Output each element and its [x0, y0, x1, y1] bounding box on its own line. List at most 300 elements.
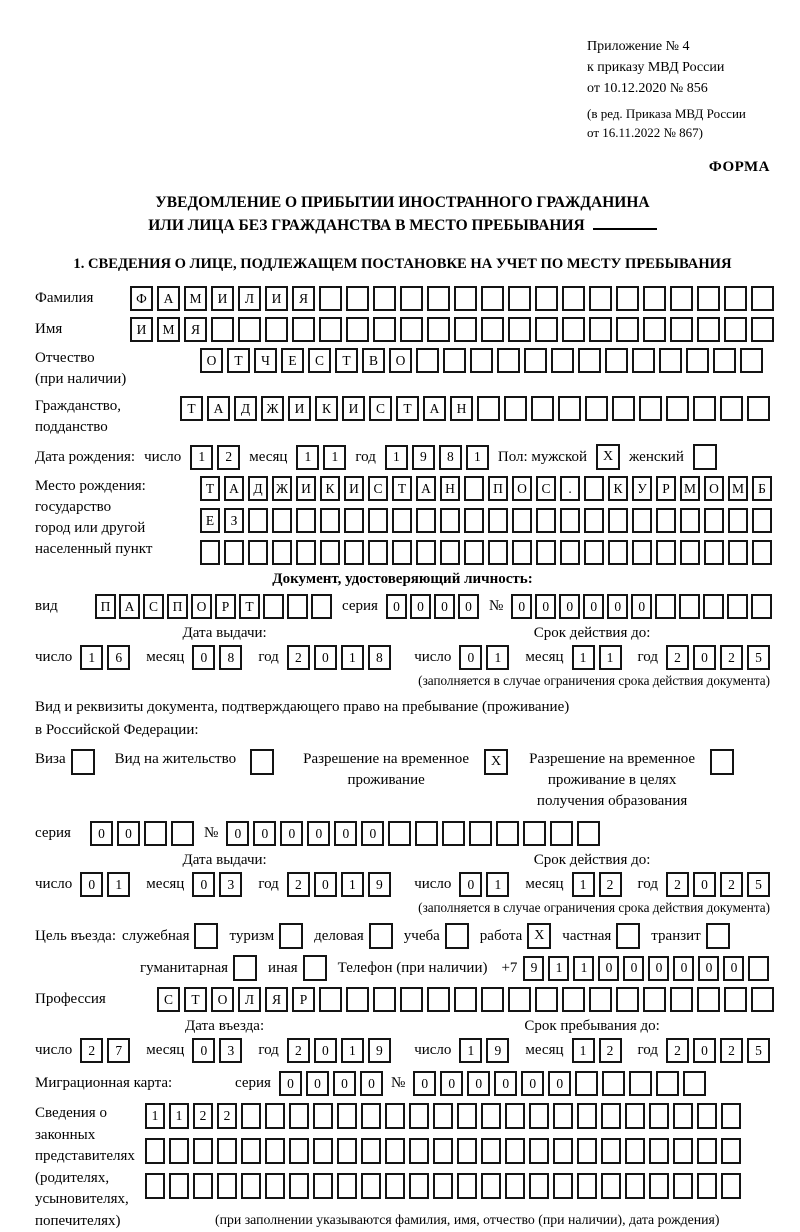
form-cell[interactable]: Л: [238, 987, 261, 1012]
form-cell[interactable]: [454, 317, 477, 342]
form-cell[interactable]: [454, 286, 477, 311]
form-cell[interactable]: 2: [720, 645, 743, 670]
form-cell[interactable]: 0: [494, 1071, 517, 1096]
purpose-work-checkbox[interactable]: X: [527, 923, 551, 949]
form-cell[interactable]: [724, 987, 747, 1012]
form-cell[interactable]: 1: [80, 645, 103, 670]
form-cell[interactable]: [655, 594, 676, 619]
form-cell[interactable]: [575, 1071, 598, 1096]
form-cell[interactable]: [670, 987, 693, 1012]
form-cell[interactable]: [344, 508, 364, 533]
form-cell[interactable]: [504, 396, 527, 421]
form-cell[interactable]: [625, 1173, 645, 1199]
form-cell[interactable]: 0: [361, 821, 384, 846]
form-cell[interactable]: А: [423, 396, 446, 421]
purpose-business-checkbox[interactable]: [369, 923, 393, 949]
form-cell[interactable]: [656, 508, 676, 533]
form-cell[interactable]: 0: [279, 1071, 302, 1096]
form-cell[interactable]: 0: [698, 956, 719, 981]
form-cell[interactable]: [388, 821, 411, 846]
form-cell[interactable]: [589, 286, 612, 311]
form-cell[interactable]: [272, 540, 292, 565]
form-cell[interactable]: [643, 317, 666, 342]
form-cell[interactable]: С: [369, 396, 392, 421]
form-cell[interactable]: 1: [486, 645, 509, 670]
form-cell[interactable]: [616, 286, 639, 311]
form-cell[interactable]: [697, 1138, 717, 1164]
form-cell[interactable]: [524, 348, 547, 373]
form-cell[interactable]: [373, 286, 396, 311]
form-cell[interactable]: [171, 821, 194, 846]
purpose-tourism-checkbox[interactable]: [279, 923, 303, 949]
form-cell[interactable]: [427, 317, 450, 342]
form-cell[interactable]: 9: [523, 956, 544, 981]
form-cell[interactable]: 1: [296, 445, 319, 470]
form-cell[interactable]: [643, 987, 666, 1012]
form-cell[interactable]: [697, 1103, 717, 1129]
form-cell[interactable]: [673, 1103, 693, 1129]
form-cell[interactable]: [505, 1103, 525, 1129]
form-cell[interactable]: [427, 286, 450, 311]
form-cell[interactable]: Р: [215, 594, 236, 619]
form-cell[interactable]: [505, 1173, 525, 1199]
form-cell[interactable]: [656, 540, 676, 565]
form-cell[interactable]: [289, 1138, 309, 1164]
form-cell[interactable]: [272, 508, 292, 533]
form-cell[interactable]: [649, 1138, 669, 1164]
form-cell[interactable]: И: [296, 476, 316, 501]
form-cell[interactable]: 0: [693, 872, 716, 897]
form-cell[interactable]: [488, 508, 508, 533]
form-cell[interactable]: [296, 508, 316, 533]
form-cell[interactable]: [680, 508, 700, 533]
form-cell[interactable]: Т: [335, 348, 358, 373]
form-cell[interactable]: Т: [239, 594, 260, 619]
form-cell[interactable]: [601, 1173, 621, 1199]
form-cell[interactable]: 0: [192, 645, 215, 670]
form-cell[interactable]: Ч: [254, 348, 277, 373]
form-cell[interactable]: [577, 1173, 597, 1199]
form-cell[interactable]: [601, 1138, 621, 1164]
form-cell[interactable]: [224, 540, 244, 565]
form-cell[interactable]: [562, 987, 585, 1012]
form-cell[interactable]: С: [368, 476, 388, 501]
form-cell[interactable]: [443, 348, 466, 373]
form-cell[interactable]: [558, 396, 581, 421]
form-cell[interactable]: [724, 286, 747, 311]
form-cell[interactable]: 8: [368, 645, 391, 670]
form-cell[interactable]: [666, 396, 689, 421]
form-cell[interactable]: [200, 540, 220, 565]
form-cell[interactable]: К: [315, 396, 338, 421]
form-cell[interactable]: [578, 348, 601, 373]
form-cell[interactable]: 7: [107, 1038, 130, 1063]
form-cell[interactable]: [553, 1138, 573, 1164]
form-cell[interactable]: [562, 286, 585, 311]
form-cell[interactable]: [751, 317, 774, 342]
form-cell[interactable]: 0: [723, 956, 744, 981]
form-cell[interactable]: [704, 540, 724, 565]
form-cell[interactable]: [320, 540, 340, 565]
form-cell[interactable]: [720, 396, 743, 421]
form-cell[interactable]: 0: [521, 1071, 544, 1096]
form-cell[interactable]: 1: [385, 445, 408, 470]
form-cell[interactable]: [464, 508, 484, 533]
form-cell[interactable]: 1: [323, 445, 346, 470]
residence-permit-checkbox[interactable]: [250, 749, 274, 775]
form-cell[interactable]: [296, 540, 316, 565]
form-cell[interactable]: [248, 540, 268, 565]
form-cell[interactable]: И: [288, 396, 311, 421]
form-cell[interactable]: 0: [314, 645, 337, 670]
form-cell[interactable]: 2: [217, 1103, 237, 1129]
form-cell[interactable]: 1: [341, 645, 364, 670]
form-cell[interactable]: 6: [107, 645, 130, 670]
form-cell[interactable]: 1: [169, 1103, 189, 1129]
form-cell[interactable]: 0: [458, 594, 479, 619]
form-cell[interactable]: [368, 508, 388, 533]
form-cell[interactable]: [385, 1138, 405, 1164]
form-cell[interactable]: 0: [90, 821, 113, 846]
form-cell[interactable]: 2: [666, 645, 689, 670]
form-cell[interactable]: 0: [648, 956, 669, 981]
form-cell[interactable]: [536, 508, 556, 533]
form-cell[interactable]: 8: [219, 645, 242, 670]
form-cell[interactable]: [632, 508, 652, 533]
form-cell[interactable]: [553, 1173, 573, 1199]
form-cell[interactable]: [373, 317, 396, 342]
form-cell[interactable]: 0: [631, 594, 652, 619]
form-cell[interactable]: [512, 540, 532, 565]
form-cell[interactable]: [727, 594, 748, 619]
form-cell[interactable]: 0: [434, 594, 455, 619]
form-cell[interactable]: [313, 1138, 333, 1164]
sex-male-checkbox[interactable]: X: [596, 444, 620, 470]
form-cell[interactable]: [508, 317, 531, 342]
form-cell[interactable]: 0: [623, 956, 644, 981]
form-cell[interactable]: [313, 1173, 333, 1199]
purpose-private-checkbox[interactable]: [616, 923, 640, 949]
form-cell[interactable]: 0: [253, 821, 276, 846]
form-cell[interactable]: С: [157, 987, 180, 1012]
form-cell[interactable]: [683, 1071, 706, 1096]
form-cell[interactable]: [550, 821, 573, 846]
form-cell[interactable]: 0: [226, 821, 249, 846]
form-cell[interactable]: 1: [466, 445, 489, 470]
form-cell[interactable]: М: [157, 317, 180, 342]
form-cell[interactable]: [721, 1103, 741, 1129]
form-cell[interactable]: О: [200, 348, 223, 373]
form-cell[interactable]: В: [362, 348, 385, 373]
form-cell[interactable]: [625, 1138, 645, 1164]
form-cell[interactable]: Я: [184, 317, 207, 342]
form-cell[interactable]: З: [224, 508, 244, 533]
form-cell[interactable]: Е: [200, 508, 220, 533]
form-cell[interactable]: 1: [572, 645, 595, 670]
form-cell[interactable]: [361, 1103, 381, 1129]
form-cell[interactable]: [346, 317, 369, 342]
form-cell[interactable]: [265, 1138, 285, 1164]
form-cell[interactable]: [416, 348, 439, 373]
form-cell[interactable]: Я: [292, 286, 315, 311]
form-cell[interactable]: [529, 1173, 549, 1199]
form-cell[interactable]: [470, 348, 493, 373]
form-cell[interactable]: [311, 594, 332, 619]
form-cell[interactable]: [373, 987, 396, 1012]
form-cell[interactable]: [589, 317, 612, 342]
form-cell[interactable]: [670, 286, 693, 311]
form-cell[interactable]: [589, 987, 612, 1012]
form-cell[interactable]: 2: [599, 1038, 622, 1063]
form-cell[interactable]: [632, 348, 655, 373]
form-cell[interactable]: 1: [190, 445, 213, 470]
form-cell[interactable]: 1: [572, 872, 595, 897]
form-cell[interactable]: 0: [117, 821, 140, 846]
form-cell[interactable]: [505, 1138, 525, 1164]
form-cell[interactable]: [287, 594, 308, 619]
form-cell[interactable]: [292, 317, 315, 342]
form-cell[interactable]: И: [342, 396, 365, 421]
form-cell[interactable]: [145, 1173, 165, 1199]
form-cell[interactable]: [457, 1138, 477, 1164]
form-cell[interactable]: А: [224, 476, 244, 501]
form-cell[interactable]: 9: [486, 1038, 509, 1063]
form-cell[interactable]: 0: [535, 594, 556, 619]
form-cell[interactable]: И: [344, 476, 364, 501]
sex-female-checkbox[interactable]: [693, 444, 717, 470]
form-cell[interactable]: П: [167, 594, 188, 619]
form-cell[interactable]: [673, 1173, 693, 1199]
form-cell[interactable]: [263, 594, 284, 619]
form-cell[interactable]: [577, 1103, 597, 1129]
form-cell[interactable]: Т: [180, 396, 203, 421]
form-cell[interactable]: Р: [292, 987, 315, 1012]
form-cell[interactable]: 1: [573, 956, 594, 981]
form-cell[interactable]: [616, 317, 639, 342]
form-cell[interactable]: Т: [392, 476, 412, 501]
form-cell[interactable]: [751, 987, 774, 1012]
form-cell[interactable]: [265, 1173, 285, 1199]
form-cell[interactable]: [248, 508, 268, 533]
form-cell[interactable]: [319, 987, 342, 1012]
form-cell[interactable]: [454, 987, 477, 1012]
form-cell[interactable]: [481, 286, 504, 311]
form-cell[interactable]: И: [130, 317, 153, 342]
form-cell[interactable]: О: [389, 348, 412, 373]
form-cell[interactable]: 1: [599, 645, 622, 670]
form-cell[interactable]: [481, 1103, 501, 1129]
form-cell[interactable]: Б: [752, 476, 772, 501]
form-cell[interactable]: О: [704, 476, 724, 501]
form-cell[interactable]: [697, 317, 720, 342]
form-cell[interactable]: [728, 540, 748, 565]
form-cell[interactable]: [728, 508, 748, 533]
form-cell[interactable]: 0: [607, 594, 628, 619]
form-cell[interactable]: [584, 508, 604, 533]
form-cell[interactable]: [649, 1103, 669, 1129]
form-cell[interactable]: 0: [307, 821, 330, 846]
form-cell[interactable]: 1: [107, 872, 130, 897]
form-cell[interactable]: [529, 1103, 549, 1129]
form-cell[interactable]: 5: [747, 645, 770, 670]
form-cell[interactable]: 9: [368, 1038, 391, 1063]
form-cell[interactable]: И: [211, 286, 234, 311]
form-cell[interactable]: Н: [450, 396, 473, 421]
form-cell[interactable]: 5: [747, 872, 770, 897]
form-cell[interactable]: [337, 1138, 357, 1164]
form-cell[interactable]: 0: [334, 821, 357, 846]
form-cell[interactable]: [368, 540, 388, 565]
form-cell[interactable]: 2: [287, 645, 310, 670]
form-cell[interactable]: [639, 396, 662, 421]
form-cell[interactable]: [241, 1173, 261, 1199]
form-cell[interactable]: [337, 1103, 357, 1129]
form-cell[interactable]: Ж: [261, 396, 284, 421]
form-cell[interactable]: 2: [666, 872, 689, 897]
form-cell[interactable]: [319, 286, 342, 311]
form-cell[interactable]: Д: [234, 396, 257, 421]
form-cell[interactable]: [643, 286, 666, 311]
form-cell[interactable]: 0: [80, 872, 103, 897]
form-cell[interactable]: О: [211, 987, 234, 1012]
form-cell[interactable]: [536, 540, 556, 565]
form-cell[interactable]: С: [308, 348, 331, 373]
form-cell[interactable]: 0: [410, 594, 431, 619]
form-cell[interactable]: [427, 987, 450, 1012]
form-cell[interactable]: [535, 987, 558, 1012]
form-cell[interactable]: [713, 348, 736, 373]
form-cell[interactable]: 0: [314, 872, 337, 897]
purpose-study-checkbox[interactable]: [445, 923, 469, 949]
form-cell[interactable]: М: [184, 286, 207, 311]
form-cell[interactable]: [481, 1173, 501, 1199]
form-cell[interactable]: [752, 540, 772, 565]
form-cell[interactable]: А: [157, 286, 180, 311]
form-cell[interactable]: [531, 396, 554, 421]
form-cell[interactable]: [265, 1103, 285, 1129]
form-cell[interactable]: [721, 1138, 741, 1164]
form-cell[interactable]: [697, 286, 720, 311]
form-cell[interactable]: Н: [440, 476, 460, 501]
form-cell[interactable]: .: [560, 476, 580, 501]
form-cell[interactable]: Ж: [272, 476, 292, 501]
form-cell[interactable]: 0: [314, 1038, 337, 1063]
form-cell[interactable]: [553, 1103, 573, 1129]
form-cell[interactable]: [457, 1103, 477, 1129]
form-cell[interactable]: [488, 540, 508, 565]
form-cell[interactable]: [361, 1173, 381, 1199]
form-cell[interactable]: [612, 396, 635, 421]
form-cell[interactable]: [241, 1103, 261, 1129]
purpose-official-checkbox[interactable]: [194, 923, 218, 949]
form-cell[interactable]: [751, 594, 772, 619]
form-cell[interactable]: [409, 1138, 429, 1164]
form-cell[interactable]: [721, 1173, 741, 1199]
form-cell[interactable]: 1: [486, 872, 509, 897]
form-cell[interactable]: 1: [572, 1038, 595, 1063]
form-cell[interactable]: 0: [280, 821, 303, 846]
form-cell[interactable]: [656, 1071, 679, 1096]
form-cell[interactable]: [385, 1173, 405, 1199]
form-cell[interactable]: [584, 540, 604, 565]
form-cell[interactable]: [193, 1138, 213, 1164]
form-cell[interactable]: [433, 1103, 453, 1129]
form-cell[interactable]: [680, 540, 700, 565]
form-cell[interactable]: 0: [467, 1071, 490, 1096]
form-cell[interactable]: 1: [341, 1038, 364, 1063]
form-cell[interactable]: [477, 396, 500, 421]
form-cell[interactable]: [560, 508, 580, 533]
form-cell[interactable]: [748, 956, 769, 981]
form-cell[interactable]: Л: [238, 286, 261, 311]
form-cell[interactable]: 0: [583, 594, 604, 619]
form-cell[interactable]: [144, 821, 167, 846]
form-cell[interactable]: 0: [548, 1071, 571, 1096]
form-cell[interactable]: Е: [281, 348, 304, 373]
form-cell[interactable]: Д: [248, 476, 268, 501]
form-cell[interactable]: 0: [693, 645, 716, 670]
form-cell[interactable]: [442, 821, 465, 846]
form-cell[interactable]: [481, 317, 504, 342]
form-cell[interactable]: [289, 1173, 309, 1199]
form-cell[interactable]: [512, 508, 532, 533]
form-cell[interactable]: [497, 348, 520, 373]
form-cell[interactable]: [416, 508, 436, 533]
form-cell[interactable]: [659, 348, 682, 373]
form-cell[interactable]: [673, 1138, 693, 1164]
form-cell[interactable]: [584, 476, 604, 501]
form-cell[interactable]: 1: [548, 956, 569, 981]
form-cell[interactable]: 3: [219, 872, 242, 897]
form-cell[interactable]: 2: [193, 1103, 213, 1129]
form-cell[interactable]: 1: [459, 1038, 482, 1063]
form-cell[interactable]: [385, 1103, 405, 1129]
form-cell[interactable]: [346, 286, 369, 311]
form-cell[interactable]: [724, 317, 747, 342]
form-cell[interactable]: [747, 396, 770, 421]
form-cell[interactable]: [313, 1103, 333, 1129]
form-cell[interactable]: [320, 508, 340, 533]
form-cell[interactable]: 0: [333, 1071, 356, 1096]
form-cell[interactable]: П: [95, 594, 116, 619]
form-cell[interactable]: [577, 1138, 597, 1164]
form-cell[interactable]: Т: [200, 476, 220, 501]
form-cell[interactable]: [433, 1138, 453, 1164]
form-cell[interactable]: [400, 286, 423, 311]
form-cell[interactable]: [440, 508, 460, 533]
form-cell[interactable]: 0: [693, 1038, 716, 1063]
form-cell[interactable]: 1: [341, 872, 364, 897]
form-cell[interactable]: [601, 1103, 621, 1129]
form-cell[interactable]: 0: [192, 1038, 215, 1063]
form-cell[interactable]: [523, 821, 546, 846]
form-cell[interactable]: [625, 1103, 645, 1129]
visa-checkbox[interactable]: [71, 749, 95, 775]
form-cell[interactable]: [562, 317, 585, 342]
form-cell[interactable]: 0: [559, 594, 580, 619]
form-cell[interactable]: [605, 348, 628, 373]
form-cell[interactable]: 0: [360, 1071, 383, 1096]
form-cell[interactable]: [481, 1138, 501, 1164]
form-cell[interactable]: 0: [306, 1071, 329, 1096]
form-cell[interactable]: [496, 821, 519, 846]
form-cell[interactable]: [535, 317, 558, 342]
form-cell[interactable]: 2: [599, 872, 622, 897]
form-cell[interactable]: [289, 1103, 309, 1129]
form-cell[interactable]: [344, 540, 364, 565]
form-cell[interactable]: А: [207, 396, 230, 421]
form-cell[interactable]: 0: [598, 956, 619, 981]
